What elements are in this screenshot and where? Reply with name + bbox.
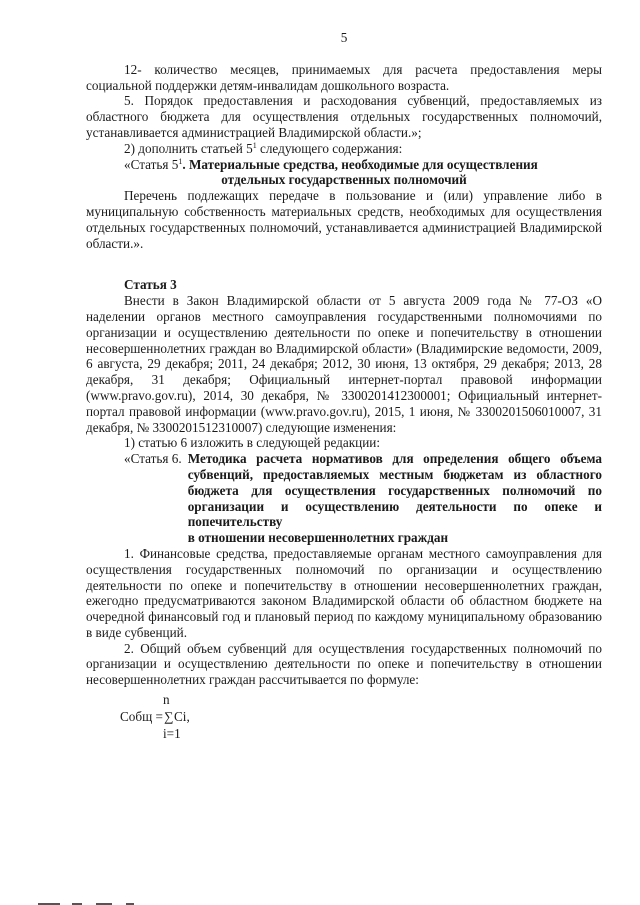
article-51-prefix: «Статья 5 — [124, 156, 179, 172]
paragraph-amend-51 — [86, 141, 602, 157]
article-51-title-a: . Материальные средства, необходимые для осуществления — [182, 156, 538, 172]
article-6-prefix: «Статья 6. — [124, 451, 182, 467]
article-6-title-main: Методика расчета нормативов для определения общего объема субвенций, предоставляемых местным бюджетам из областного бюджета для осуществления государственных полномочий по организации и осуществлению деятельности по опеке и попечительству — [187, 451, 602, 530]
formula-lhs: Собщ = — [120, 709, 163, 725]
formula-upper-limit: n — [163, 692, 170, 708]
article-3-heading: Статья 3 — [124, 277, 177, 293]
paragraph-law-amend: Внести в Закон Владимирской области от 5 августа 2009 года № 77-ОЗ «О наделении органов местного самоуправления государственными полномочиями по организации и осуществлению деятельности по опеке и попечительству в отношении несовершеннолетних граждан во Владимирской области» (Владимирские ведомости, 2009, 6 августа, 29 декабря; 2011, 24 декабря; 2012, 30 июня, 13 октября, 29 декабря; 2013, 28 декабря, 31 декабря; Официальный интернет-портал правовой информации (www.pravo.gov.ru), 2014, 30 декабря, № 3300201412300001; Официальный интернет-портал правовой информации (www.pravo.gov.ru), 2015, 1 июня, № 3300201506010007, 31 декабря, № 3300201512310007) следующие изменения: — [86, 293, 602, 435]
amend-51-text-a: 2) дополнить статьей 5 — [124, 140, 253, 156]
paragraph-article6-edit: 1) статью 6 изложить в следующей редакции: — [124, 435, 380, 451]
subvention-formula — [86, 692, 602, 746]
paragraph-financial-means: 1. Финансовые средства, предоставляемые органам местного самоуправления для осуществления государственных полномочий по организации и осуществлению деятельности по опеке и попечительству в отношении несовершеннолетних граждан, ежегодно предусматриваются законом Владимирской области об областном бюджете на очередной финансовый год и плановый период по каждому муниципальному образованию в виде субвенций. — [86, 545, 602, 640]
page-number: 5 — [340, 30, 348, 45]
amend-51-text-b: следующего содержания: — [256, 140, 403, 156]
formula-sigma: ∑ — [164, 709, 174, 725]
article-6-title-block — [86, 451, 602, 546]
article-6-title — [182, 451, 602, 546]
article-6-title-last: в отношении несовершеннолетних граждан — [187, 530, 449, 546]
paragraph-total-volume: 2. Общий объем субвенций для осуществления государственных полномочий по организации и осуществлению деятельности по опеке и попечительству в отношении несовершеннолетних граждан рассчитывается по формуле: — [86, 640, 602, 688]
formula-term: Ci, — [174, 709, 190, 725]
article-51-title — [86, 157, 602, 173]
formula-lower-limit: i=1 — [163, 726, 181, 742]
paragraph-procedure: 5. Порядок предоставления и расходования субвенций, предоставляемых из областного бюджета для осуществления отдельных государственных полномочий, устанавливается администрацией Владимирской области.»; — [86, 93, 602, 140]
paragraph-months: 12- количество месяцев, принимаемых для расчета предоставления меры социальной поддержки детям-инвалидам дошкольного возраста. — [86, 61, 602, 93]
article-51-title-b: отдельных государственных полномочий — [221, 172, 467, 188]
amend-51-sup: 1 — [252, 140, 257, 150]
paragraph-material-list: Перечень подлежащих передаче в пользование и (или) управление либо в муниципальную собственность материальных средств, необходимых для осуществления отдельных государственных полномочий, устанавливается администрацией Владимирской области.». — [86, 188, 602, 251]
article-51-sup: 1 — [178, 156, 183, 166]
